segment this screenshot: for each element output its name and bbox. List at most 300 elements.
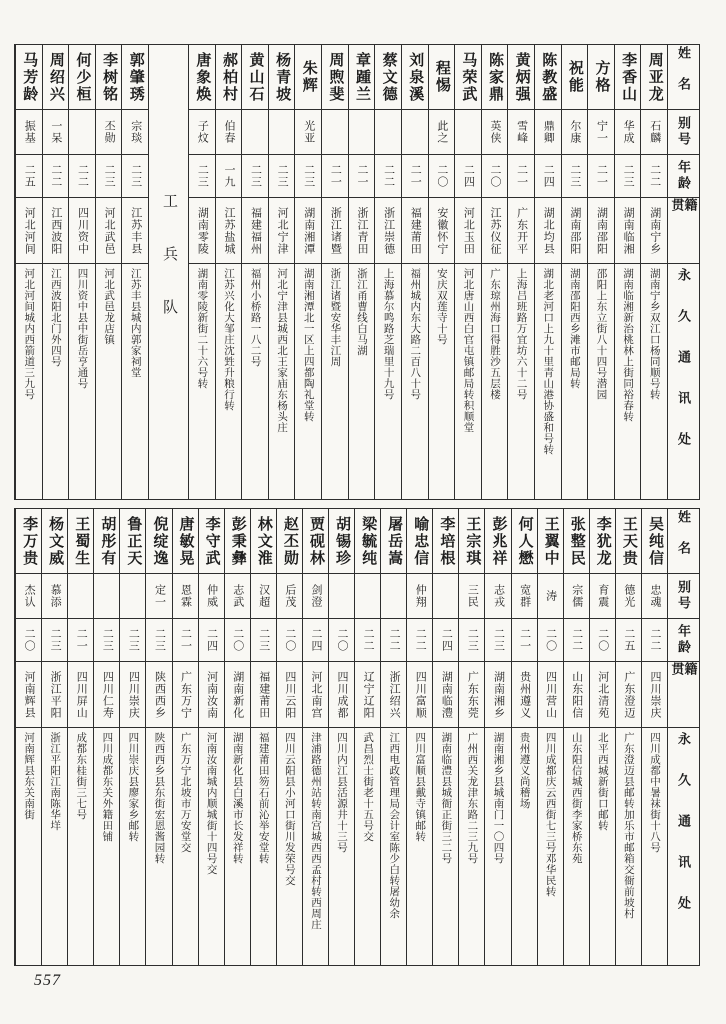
person-name: 王天贵 bbox=[620, 515, 637, 567]
person-address: 浙江诸暨安华丰江周 bbox=[322, 263, 348, 499]
person-column bbox=[640, 45, 667, 499]
person-native-place: 广东东莞 bbox=[459, 661, 484, 727]
person-age: 二二 bbox=[69, 154, 95, 197]
person-age: 二三 bbox=[94, 618, 119, 661]
person-native-place: 江苏盐城 bbox=[216, 197, 242, 263]
person-address: 四川资中县中街岳亨通号 bbox=[69, 263, 95, 499]
corps-divider bbox=[148, 45, 188, 499]
person-native-place: 浙江平阳 bbox=[42, 661, 67, 727]
person-age: 二三 bbox=[295, 154, 321, 197]
person-alias: 尔康 bbox=[562, 109, 588, 154]
person-address: 湖南邵阳西乡滩市邮局转 bbox=[562, 263, 588, 499]
header-address-label: 永久通讯处 bbox=[668, 263, 699, 499]
person-address: 河北河间城内西箭道三九号 bbox=[16, 263, 42, 499]
person-age: 二一 bbox=[588, 154, 614, 197]
person-address: 河南辉县东关南街 bbox=[16, 727, 41, 965]
person-native-place: 浙江诸暨 bbox=[322, 197, 348, 263]
person-native-place: 四川云阳 bbox=[277, 661, 302, 727]
person-alias: 华成 bbox=[615, 109, 641, 154]
person-alias bbox=[94, 573, 119, 618]
person-address: 湖北老河口上九十里青山港协盛和号转 bbox=[535, 263, 561, 499]
person-name: 屠岳嵩 bbox=[386, 515, 403, 567]
page-number: 557 bbox=[34, 972, 61, 989]
person-age: 二五 bbox=[616, 618, 641, 661]
person-name: 马芳龄 bbox=[21, 51, 38, 103]
person-native-place: 四川成都 bbox=[329, 661, 354, 727]
person-column bbox=[561, 45, 588, 499]
header-alias-label: 别号 bbox=[668, 573, 699, 618]
person-column bbox=[481, 45, 508, 499]
header-age-label: 年龄 bbox=[668, 154, 699, 197]
person-address: 江苏兴化大邹庄沈甡升粮行转 bbox=[216, 263, 242, 499]
person-age: 二三 bbox=[146, 618, 171, 661]
person-address: 四川成都庆云西街七三号邓华民转 bbox=[538, 727, 563, 965]
person-native-place: 河北宁津 bbox=[269, 197, 295, 263]
person-name: 程惕 bbox=[433, 60, 450, 94]
person-name: 李万贵 bbox=[21, 515, 38, 567]
person-alias: 宽群 bbox=[512, 573, 537, 618]
person-name: 李树铭 bbox=[101, 51, 118, 103]
person-alias bbox=[455, 109, 481, 154]
person-native-place: 四川崇庆 bbox=[642, 661, 667, 727]
person-age: 二〇 bbox=[429, 154, 455, 197]
person-column bbox=[145, 509, 171, 965]
person-name: 唐象焕 bbox=[194, 51, 211, 103]
person-address: 浙江甬曹线白马湖 bbox=[349, 263, 375, 499]
person-address: 广东琼州海口得胜沙五层楼 bbox=[482, 263, 508, 499]
person-age: 二三 bbox=[122, 154, 148, 197]
person-address: 北平西城新街口邮转 bbox=[590, 727, 615, 965]
person-name: 林文淮 bbox=[255, 515, 272, 567]
person-column bbox=[250, 509, 276, 965]
person-native-place: 湖南宁乡 bbox=[641, 197, 667, 263]
person-name: 郝柏村 bbox=[220, 51, 237, 103]
person-name: 赵丕勋 bbox=[281, 515, 298, 567]
person-column bbox=[15, 45, 42, 499]
person-column bbox=[354, 509, 380, 965]
person-address: 山东阳信城西街李家桥东苑 bbox=[564, 727, 589, 965]
person-alias: 仲翔 bbox=[407, 573, 432, 618]
person-native-place: 广东澄迈 bbox=[616, 661, 641, 727]
person-name: 张整民 bbox=[568, 515, 585, 567]
person-age: 二〇 bbox=[590, 618, 615, 661]
person-native-place: 陕西西乡 bbox=[146, 661, 171, 727]
person-name: 祝能 bbox=[566, 60, 583, 94]
person-column bbox=[432, 509, 458, 965]
person-native-place: 江苏丰县 bbox=[122, 197, 148, 263]
person-age: 二一 bbox=[173, 618, 198, 661]
person-address: 四川成都东关外籍田铺 bbox=[94, 727, 119, 965]
person-name: 杨青坡 bbox=[274, 51, 291, 103]
person-alias: 志武 bbox=[225, 573, 250, 618]
person-address: 河北唐山西白官屯镇邮局转积顺堂 bbox=[455, 263, 481, 499]
person-native-place: 福建福州 bbox=[242, 197, 268, 263]
person-name: 李培根 bbox=[438, 515, 455, 567]
person-address: 邵阳上东立街八十四号潜园 bbox=[588, 263, 614, 499]
person-name: 吴纯信 bbox=[646, 515, 663, 567]
person-column bbox=[93, 509, 119, 965]
person-name: 周煦斐 bbox=[327, 51, 344, 103]
person-age: 二三 bbox=[459, 618, 484, 661]
person-native-place: 河北清苑 bbox=[590, 661, 615, 727]
header-address-label: 永久通讯处 bbox=[668, 727, 699, 965]
person-native-place: 湖南邵阳 bbox=[588, 197, 614, 263]
person-age: 二三 bbox=[120, 618, 145, 661]
person-address: 湖南新化县白溪市长发祥转 bbox=[225, 727, 250, 965]
person-native-place: 福建莆田 bbox=[251, 661, 276, 727]
person-age: 二三 bbox=[96, 154, 122, 197]
person-native-place: 湖南临澧 bbox=[433, 661, 458, 727]
person-column bbox=[276, 509, 302, 965]
person-column bbox=[380, 509, 406, 965]
person-alias: 忠魂 bbox=[642, 573, 667, 618]
person-name: 黄炳强 bbox=[513, 51, 530, 103]
header-alias-label: 别号 bbox=[668, 109, 699, 154]
person-alias bbox=[402, 109, 428, 154]
person-address: 广东万宁北坡市万安堂交 bbox=[173, 727, 198, 965]
header-age-label: 年龄 bbox=[668, 618, 699, 661]
person-native-place: 四川屏山 bbox=[68, 661, 93, 727]
person-alias: 汉超 bbox=[251, 573, 276, 618]
bottom-table bbox=[14, 508, 700, 966]
person-native-place: 福建莆田 bbox=[402, 197, 428, 263]
person-name: 唐敏晃 bbox=[177, 515, 194, 567]
person-age: 二一 bbox=[508, 154, 534, 197]
person-alias bbox=[329, 573, 354, 618]
person-age: 二二 bbox=[381, 618, 406, 661]
person-native-place: 江苏仪征 bbox=[482, 197, 508, 263]
person-age: 二一 bbox=[349, 154, 375, 197]
person-native-place: 贵州遵义 bbox=[512, 661, 537, 727]
person-column bbox=[534, 45, 561, 499]
person-native-place: 四川营山 bbox=[538, 661, 563, 727]
person-name: 陈教盛 bbox=[540, 51, 557, 103]
person-native-place: 浙江绍兴 bbox=[381, 661, 406, 727]
person-native-place: 河南辉县 bbox=[16, 661, 41, 727]
person-column bbox=[198, 509, 224, 965]
person-column bbox=[406, 509, 432, 965]
person-age: 一九 bbox=[216, 154, 242, 197]
person-address: 江西电政管理局会计室陈少白转屠幼余 bbox=[381, 727, 406, 965]
person-column bbox=[589, 509, 615, 965]
person-alias: 此之 bbox=[429, 109, 455, 154]
person-native-place: 湖南零陵 bbox=[189, 197, 215, 263]
person-native-place: 广东开平 bbox=[508, 197, 534, 263]
person-alias: 雪峰 bbox=[508, 109, 534, 154]
person-age: 二〇 bbox=[329, 618, 354, 661]
person-column bbox=[374, 45, 401, 499]
header-native-label: 籍贯 bbox=[668, 661, 699, 727]
person-name: 何少桓 bbox=[74, 51, 91, 103]
person-age: 二四 bbox=[455, 154, 481, 197]
person-age: 二一 bbox=[68, 618, 93, 661]
person-alias bbox=[355, 573, 380, 618]
person-age: 二三 bbox=[269, 154, 295, 197]
person-name: 鲁正天 bbox=[125, 515, 142, 567]
person-native-place: 河北河间 bbox=[16, 197, 42, 263]
person-column bbox=[614, 45, 641, 499]
person-address: 上海吕班路万宜坊六十二号 bbox=[508, 263, 534, 499]
person-column bbox=[119, 509, 145, 965]
person-column bbox=[458, 509, 484, 965]
person-age: 二五 bbox=[16, 154, 42, 197]
person-alias: 振基 bbox=[16, 109, 42, 154]
person-name: 陈家鼎 bbox=[487, 51, 504, 103]
person-age: 二三 bbox=[242, 154, 268, 197]
person-column bbox=[42, 45, 69, 499]
person-native-place: 安徽怀宁 bbox=[429, 197, 455, 263]
person-address: 湖南湘乡县城南门一〇四号 bbox=[485, 727, 510, 965]
person-alias bbox=[68, 573, 93, 618]
person-alias: 光亚 bbox=[295, 109, 321, 154]
person-name: 王翼中 bbox=[542, 515, 559, 567]
person-alias: 仲威 bbox=[199, 573, 224, 618]
person-native-place: 广东万宁 bbox=[173, 661, 198, 727]
person-alias: 丕勋 bbox=[96, 109, 122, 154]
person-age: 二一 bbox=[512, 618, 537, 661]
person-column bbox=[454, 45, 481, 499]
person-native-place: 浙江崇德 bbox=[375, 197, 401, 263]
person-age: 二二 bbox=[407, 618, 432, 661]
top-table bbox=[14, 44, 700, 500]
person-age: 二三 bbox=[485, 618, 510, 661]
person-native-place: 湖南邵阳 bbox=[562, 197, 588, 263]
person-age: 二三 bbox=[615, 154, 641, 197]
person-address: 湖南临湘新治桃林上街同裕春转 bbox=[615, 263, 641, 499]
person-native-place: 湖南湘乡 bbox=[485, 661, 510, 727]
person-name: 李守武 bbox=[203, 515, 220, 567]
person-column bbox=[537, 509, 563, 965]
person-address: 河北宁津县城西北王家庙东杨头庄 bbox=[269, 263, 295, 499]
person-age: 二〇 bbox=[538, 618, 563, 661]
person-address: 武昌烈士街老十五号交 bbox=[355, 727, 380, 965]
person-address: 湖南临澧县城衙正街三二号 bbox=[433, 727, 458, 965]
person-name: 倪绽逸 bbox=[151, 515, 168, 567]
person-name: 郭肇琇 bbox=[127, 51, 144, 103]
person-address: 陕西西乡县东街宏恩酱园转 bbox=[146, 727, 171, 965]
corps-divider-label: 工兵队 bbox=[161, 192, 178, 352]
person-native-place: 湖南临湘 bbox=[615, 197, 641, 263]
person-address: 浙江平阳江南陈华垟 bbox=[42, 727, 67, 965]
person-address: 四川富顺县戴寺镇邮转 bbox=[407, 727, 432, 965]
header-name-label: 姓名 bbox=[676, 510, 691, 572]
person-name: 黄山石 bbox=[247, 51, 264, 103]
person-column bbox=[294, 45, 321, 499]
person-native-place: 河南汝南 bbox=[199, 661, 224, 727]
person-name: 何人懋 bbox=[516, 515, 533, 567]
person-alias: 后茂 bbox=[277, 573, 302, 618]
person-address: 四川成都中暑袜街十八号 bbox=[642, 727, 667, 965]
person-native-place: 四川资中 bbox=[69, 197, 95, 263]
person-address: 福州城内东大路二百八十号 bbox=[402, 263, 428, 499]
person-alias bbox=[242, 109, 268, 154]
person-age: 二二 bbox=[43, 154, 69, 197]
person-column bbox=[224, 509, 250, 965]
person-address: 安庆双莲寺十号 bbox=[429, 263, 455, 499]
person-address: 福建莆田笏石前沁举安堂转 bbox=[251, 727, 276, 965]
person-alias: 石麟 bbox=[641, 109, 667, 154]
person-alias: 伯春 bbox=[216, 109, 242, 154]
person-native-place: 湖南湘潭 bbox=[295, 197, 321, 263]
person-column bbox=[401, 45, 428, 499]
header-column bbox=[667, 45, 699, 499]
person-name: 朱辉 bbox=[300, 60, 317, 94]
person-age: 二三 bbox=[251, 618, 276, 661]
person-name: 方格 bbox=[593, 60, 610, 94]
person-age: 二二 bbox=[641, 154, 667, 197]
person-native-place: 四川仁寿 bbox=[94, 661, 119, 727]
person-column bbox=[348, 45, 375, 499]
person-column bbox=[67, 509, 93, 965]
person-name: 蔡文德 bbox=[380, 51, 397, 103]
person-native-place: 四川崇庆 bbox=[120, 661, 145, 727]
person-alias: 一呆 bbox=[43, 109, 69, 154]
person-address: 上海慕尔鸣路芝瑞里十九号 bbox=[375, 263, 401, 499]
person-address: 成都东桂街三七号 bbox=[68, 727, 93, 965]
person-name: 贾砚林 bbox=[307, 515, 324, 567]
person-name: 梁毓纯 bbox=[360, 515, 377, 567]
person-name: 马荣武 bbox=[460, 51, 477, 103]
person-alias bbox=[322, 109, 348, 154]
person-column bbox=[121, 45, 148, 499]
person-column bbox=[328, 509, 354, 965]
person-native-place: 江西波阳 bbox=[43, 197, 69, 263]
person-alias bbox=[375, 109, 401, 154]
person-address: 江西波阳北门外四号 bbox=[43, 263, 69, 499]
person-column bbox=[15, 509, 41, 965]
person-age: 二三 bbox=[562, 154, 588, 197]
person-alias: 定一 bbox=[146, 573, 171, 618]
header-native-label: 籍贯 bbox=[668, 197, 699, 263]
person-column bbox=[511, 509, 537, 965]
person-address: 湖南湘潭北一区上四都陶礼堂转 bbox=[295, 263, 321, 499]
person-name: 周绍兴 bbox=[47, 51, 64, 103]
person-native-place: 四川富顺 bbox=[407, 661, 432, 727]
person-column bbox=[188, 45, 215, 499]
person-column bbox=[95, 45, 122, 499]
person-native-place: 河北玉田 bbox=[455, 197, 481, 263]
person-address: 贵州遵义尚稽场 bbox=[512, 727, 537, 965]
person-alias: 宗琰 bbox=[122, 109, 148, 154]
person-address: 四川云阳县小河口街川发荣号交 bbox=[277, 727, 302, 965]
person-name: 彭秉彝 bbox=[229, 515, 246, 567]
person-address: 福州小桥路一八二号 bbox=[242, 263, 268, 499]
person-native-place: 湖北均县 bbox=[535, 197, 561, 263]
person-column bbox=[507, 45, 534, 499]
person-column bbox=[484, 509, 510, 965]
person-column bbox=[641, 509, 667, 965]
person-column bbox=[587, 45, 614, 499]
person-alias: 德光 bbox=[616, 573, 641, 618]
person-alias: 剑澄 bbox=[303, 573, 328, 618]
person-address: 湖南零陵新街二十六号转 bbox=[189, 263, 215, 499]
person-alias bbox=[433, 573, 458, 618]
person-alias bbox=[269, 109, 295, 154]
person-native-place: 湖南新化 bbox=[225, 661, 250, 727]
person-age: 二二 bbox=[375, 154, 401, 197]
person-alias: 宗儒 bbox=[564, 573, 589, 618]
person-age: 二〇 bbox=[225, 618, 250, 661]
person-name: 胡锡珍 bbox=[334, 515, 351, 567]
person-name: 周亚龙 bbox=[646, 51, 663, 103]
person-alias: 英侠 bbox=[482, 109, 508, 154]
person-alias: 育震 bbox=[590, 573, 615, 618]
person-column bbox=[215, 45, 242, 499]
person-name: 杨文威 bbox=[47, 515, 64, 567]
person-age: 二〇 bbox=[277, 618, 302, 661]
person-name: 胡彤有 bbox=[99, 515, 116, 567]
person-name: 李香山 bbox=[620, 51, 637, 103]
header-name-label: 姓名 bbox=[676, 46, 691, 108]
person-alias: 三民 bbox=[459, 573, 484, 618]
person-age: 二一 bbox=[322, 154, 348, 197]
person-age: 二三 bbox=[42, 618, 67, 661]
person-native-place: 辽宁辽阳 bbox=[355, 661, 380, 727]
person-age: 二二 bbox=[564, 618, 589, 661]
person-alias: 恩霖 bbox=[173, 573, 198, 618]
person-alias bbox=[381, 573, 406, 618]
person-name: 喻忠信 bbox=[412, 515, 429, 567]
person-column bbox=[68, 45, 95, 499]
person-name: 彭兆祥 bbox=[490, 515, 507, 567]
person-column bbox=[241, 45, 268, 499]
person-alias: 鼎卿 bbox=[535, 109, 561, 154]
person-native-place: 河北南宫 bbox=[303, 661, 328, 727]
person-name: 王宗琪 bbox=[464, 515, 481, 567]
person-address: 广州西关龙津东路二三九号 bbox=[459, 727, 484, 965]
person-name: 王蜀生 bbox=[73, 515, 90, 567]
person-address: 津浦路德州站转南宫城西西孟村转西周庄 bbox=[303, 727, 328, 965]
person-column bbox=[41, 509, 67, 965]
person-alias: 慕添 bbox=[42, 573, 67, 618]
person-alias: 子炆 bbox=[189, 109, 215, 154]
person-column bbox=[563, 509, 589, 965]
person-address: 湖南宁乡双江口杨同顺号转 bbox=[641, 263, 667, 499]
person-native-place: 浙江青田 bbox=[349, 197, 375, 263]
person-address: 广东澄迈县邮转加乐市邮箱交衙前坡村 bbox=[616, 727, 641, 965]
person-age: 二三 bbox=[189, 154, 215, 197]
person-age: 二四 bbox=[199, 618, 224, 661]
person-native-place: 山东阳信 bbox=[564, 661, 589, 727]
person-age: 二二 bbox=[355, 618, 380, 661]
person-alias: 杰认 bbox=[16, 573, 41, 618]
person-age: 二〇 bbox=[16, 618, 41, 661]
person-address: 四川内江县活源井十三号 bbox=[329, 727, 354, 965]
person-alias: 志戎 bbox=[485, 573, 510, 618]
person-age: 二二 bbox=[642, 618, 667, 661]
person-alias bbox=[69, 109, 95, 154]
person-column bbox=[321, 45, 348, 499]
person-name: 刘泉溪 bbox=[407, 51, 424, 103]
person-alias bbox=[120, 573, 145, 618]
person-address: 河北武邑龙店镇 bbox=[96, 263, 122, 499]
person-alias: 宁一 bbox=[588, 109, 614, 154]
person-age: 二四 bbox=[303, 618, 328, 661]
person-column bbox=[615, 509, 641, 965]
header-column bbox=[667, 509, 699, 965]
person-address: 河南汝南城内顺城街十四号交 bbox=[199, 727, 224, 965]
person-name: 李犹龙 bbox=[594, 515, 611, 567]
person-name: 章踵兰 bbox=[353, 51, 370, 103]
person-native-place: 河北武邑 bbox=[96, 197, 122, 263]
person-column bbox=[302, 509, 328, 965]
person-age: 二〇 bbox=[482, 154, 508, 197]
person-column bbox=[428, 45, 455, 499]
person-column bbox=[268, 45, 295, 499]
person-age: 二四 bbox=[433, 618, 458, 661]
person-age: 二一 bbox=[402, 154, 428, 197]
person-address: 四川崇庆县廖家乡邮转 bbox=[120, 727, 145, 965]
